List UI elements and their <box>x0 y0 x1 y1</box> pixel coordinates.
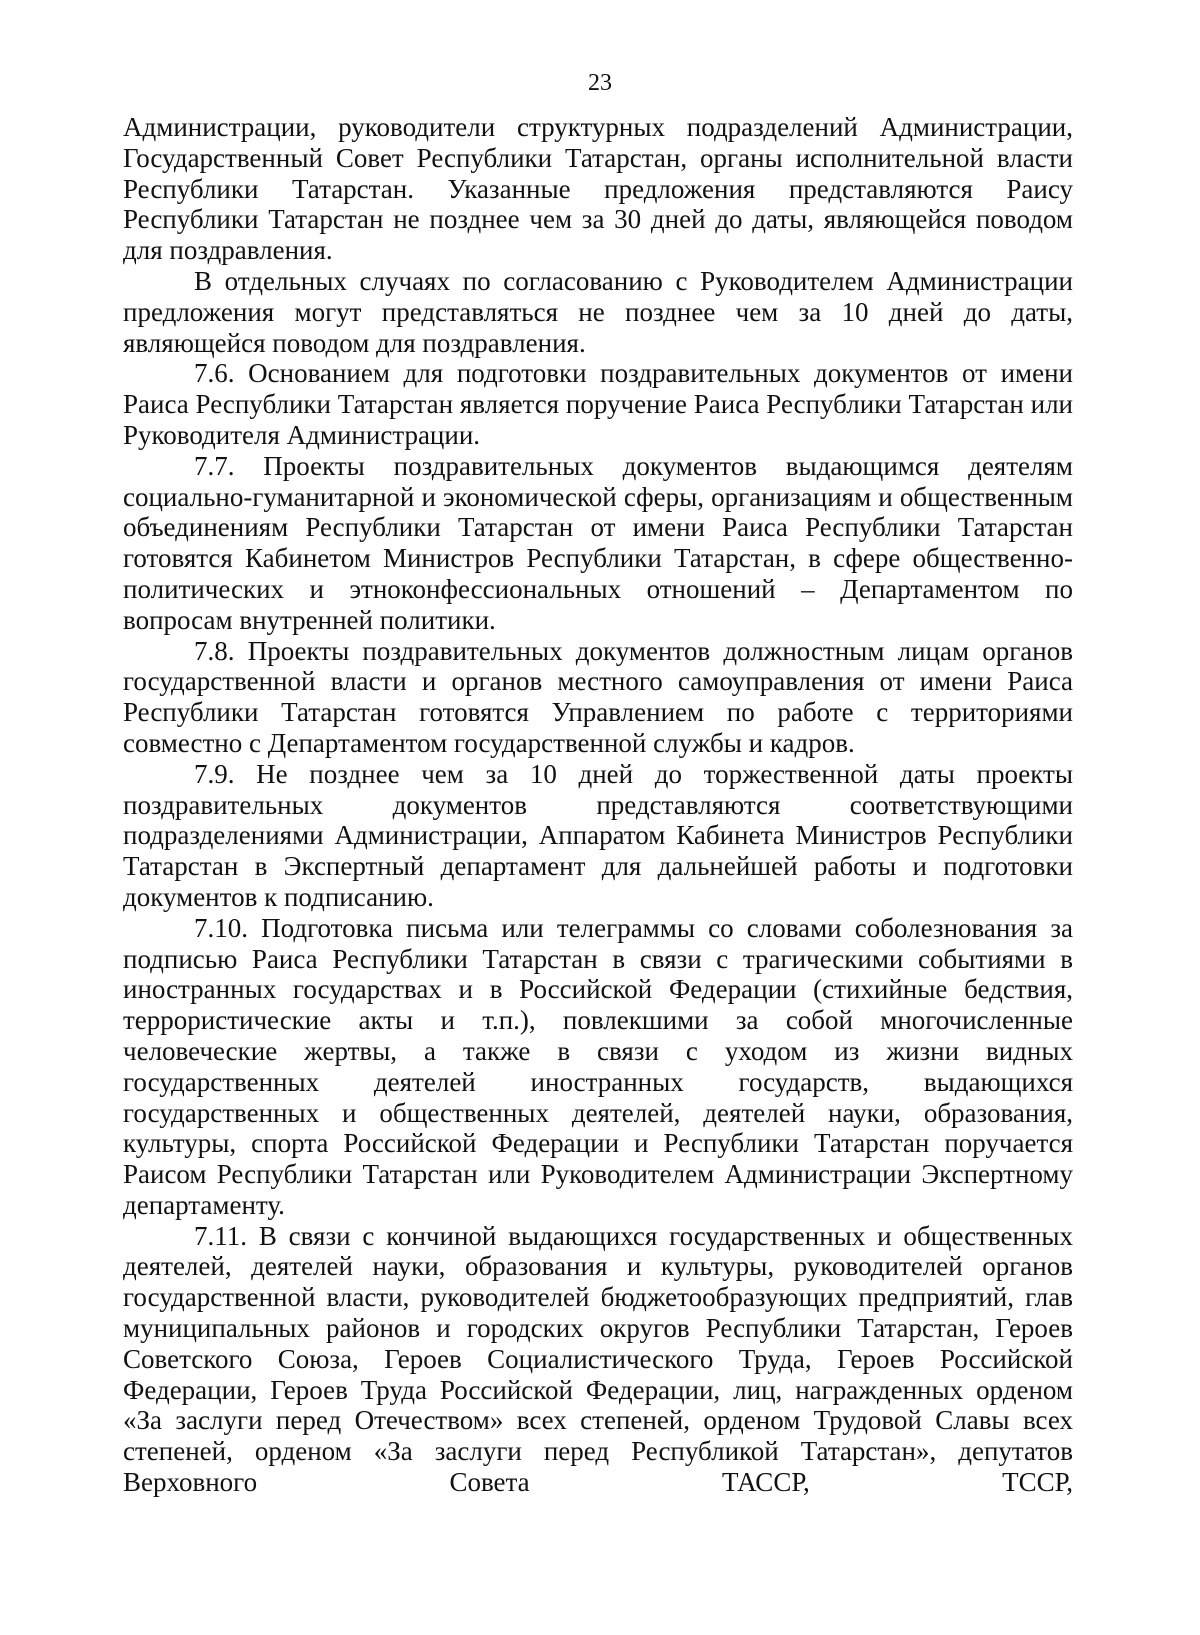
paragraph-continuation: Администрации, руководители структурных подразделений Администрации, Государственный Совет Республики Татарстан, органы исполнительной власти Республики Татарстан. Указанные предложения представляются Раису Республики Татарстан не позднее чем за 30 дней до даты, являющейся поводом для поздравления. <box>123 112 1073 266</box>
paragraph-7-6: 7.6. Основанием для подготовки поздравительных документов от имени Раиса Республики Татарстан является поручение Раиса Республики Татарстан или Руководителя Администрации. <box>123 358 1073 450</box>
paragraph-7-10: 7.10. Подготовка письма или телеграммы со словами соболезнования за подписью Раиса Республики Татарстан в связи с трагическими событиями в иностранных государствах и в Российской Федерации (стихийные бедствия, террористические акты и т.п.), повлекшими за собой многочисленные человеческие жертвы, а также в связи с уходом из жизни видных государственных деятелей иностранных государств, выдающихся государственных и общественных деятелей, деятелей науки, образования, культуры, спорта Российской Федерации и Республики Татарстан поручается Раисом Республики Татарстан или Руководителем Администрации Экспертному департаменту. <box>123 912 1073 1220</box>
paragraph-7-8: 7.8. Проекты поздравительных документов должностным лицам органов государственной власти и органов местного самоуправления от имени Раиса Республики Татарстан готовятся Управлением по работе с территориями совместно с Департаментом государственной службы и кадров. <box>123 635 1073 758</box>
paragraph-7-9: 7.9. Не позднее чем за 10 дней до торжественной даты проекты поздравительных документов представляются соответствующими подразделениями Администрации, Аппаратом Кабинета Министров Республики Татарстан в Экспертный департамент для дальнейшей работы и подготовки документов к подписанию. <box>123 758 1073 912</box>
document-body <box>123 112 1073 1498</box>
paragraph-exception-cases: В отдельных случаях по согласованию с Руководителем Администрации предложения могут представляться не позднее чем за 10 дней до даты, являющейся поводом для поздравления. <box>123 265 1073 358</box>
paragraph-7-7: 7.7. Проекты поздравительных документов выдающимся деятелям социально-гуманитарной и экономической сферы, организациям и общественным объединениям Республики Татарстан от имени Раиса Республики Татарстан готовятся Кабинетом Министров Республики Татарстан, в сфере общественно-политических и этноконфессиональных отношений – Департаментом по вопросам внутренней политики. <box>123 450 1073 635</box>
page-number: 23 <box>588 70 612 96</box>
paragraph-7-11: 7.11. В связи с кончиной выдающихся государственных и общественных деятелей, деятелей науки, образования и культуры, руководителей органов государственной власти, руководителей бюджетообразующих предприятий, глав муниципальных районов и городских округов Республики Татарстан, Героев Советского Союза, Героев Социалистического Труда, Героев Российской Федерации, Героев Труда Российской Федерации, лиц, награжденных орденом «За заслуги перед Отечеством» всех степеней, орденом Трудовой Славы всех степеней, орденом «За заслуги перед Республикой Татарстан», депутатов Верховного Совета ТАССР, ТССР, <box>123 1220 1073 1498</box>
